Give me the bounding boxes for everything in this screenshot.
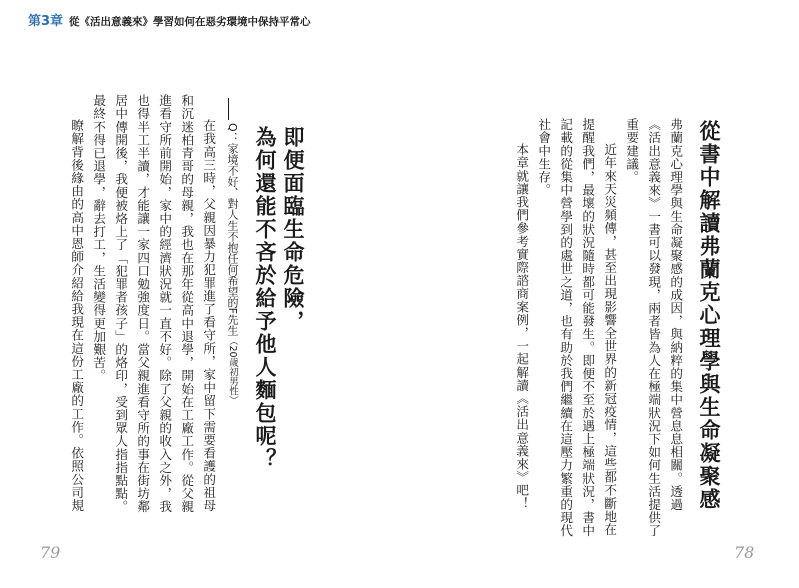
- right-page-paragraph-line: 社會中生存。: [536, 118, 552, 197]
- divider-rule: [228, 98, 229, 120]
- left-page-paragraph-line: 和沉迷柏青哥的母親，我也在那年從高中退學，開始在工廠工作。從父親: [179, 94, 195, 514]
- chapter-title: 從《活出意義來》學習如何在惡劣環境中保持平常心: [69, 16, 311, 28]
- right-page-paragraph-line: 《活出意義來》一書可以發現，兩者皆為人在極端狀況下如何生活提供了: [646, 118, 662, 538]
- case-question-label: [224, 98, 240, 405]
- right-page-paragraph-line: 記載的從集中營學到的處世之道，也有助於我們繼續在這壓力繁重的現代: [558, 118, 574, 538]
- left-page-paragraph-line: 瞭解背後緣由的高中恩師介紹給我現在這份工廠的工作。依照公司規: [69, 119, 85, 512]
- right-page-paragraph-line: 本章就讓我們參考實際諮商案例，一起解讀《活出意義來》吧！: [514, 143, 530, 510]
- left-page-number: 79: [40, 543, 61, 562]
- right-page-paragraph-line: 重要建議。: [624, 118, 640, 184]
- case-question-text: Q：家境不好、對人生不抱任何希望的F先生: [226, 123, 239, 336]
- left-page-paragraph-line: 進看守所前開始，家中的經濟狀況就一直不好。除了父親的收入之外，我: [157, 94, 173, 514]
- left-heading-line-1: 即便面臨生命危險，: [281, 126, 305, 333]
- right-page-paragraph-line: 提醒我們，最壞的狀況隨時都可能發生。即便不至於遇上極端狀況，書中: [580, 118, 596, 538]
- left-heading-line-2: 為何還能不吝於給予他人麵包呢？: [253, 126, 277, 471]
- chapter-number: 第3章: [28, 14, 64, 29]
- right-page-paragraph-line: 近年來天災頻傳，甚至出現影響全世界的新冠疫情，這些都不斷地在: [602, 143, 618, 536]
- left-page-paragraph-line: 在我高三時，父親因暴力犯罪進了看守所，家中留下需要看護的祖母: [201, 119, 217, 512]
- case-question-note: （20歲初男性）: [227, 336, 238, 406]
- chapter-header: [28, 10, 311, 34]
- right-page-paragraph-line: 弗蘭克心理學與生命凝聚感的成因，與納粹的集中營息息相關。透過: [668, 118, 684, 511]
- left-page-paragraph-line: 最終不得已退學，辭去打工，生活變得更加艱苦。: [91, 94, 107, 383]
- left-page-paragraph-line: 居中傳開後，我便被烙上了「犯罪者孩子」的烙印，受到眾人指指點點。: [113, 94, 129, 514]
- section-heading: 從書中解讀弗蘭克心理學與生命凝聚感: [697, 120, 721, 511]
- right-page-number: 78: [734, 543, 755, 562]
- left-page-paragraph-line: 也得半工半讀，才能讓一家四口勉強度日。當父親進看守所的事在街坊鄰: [135, 94, 151, 514]
